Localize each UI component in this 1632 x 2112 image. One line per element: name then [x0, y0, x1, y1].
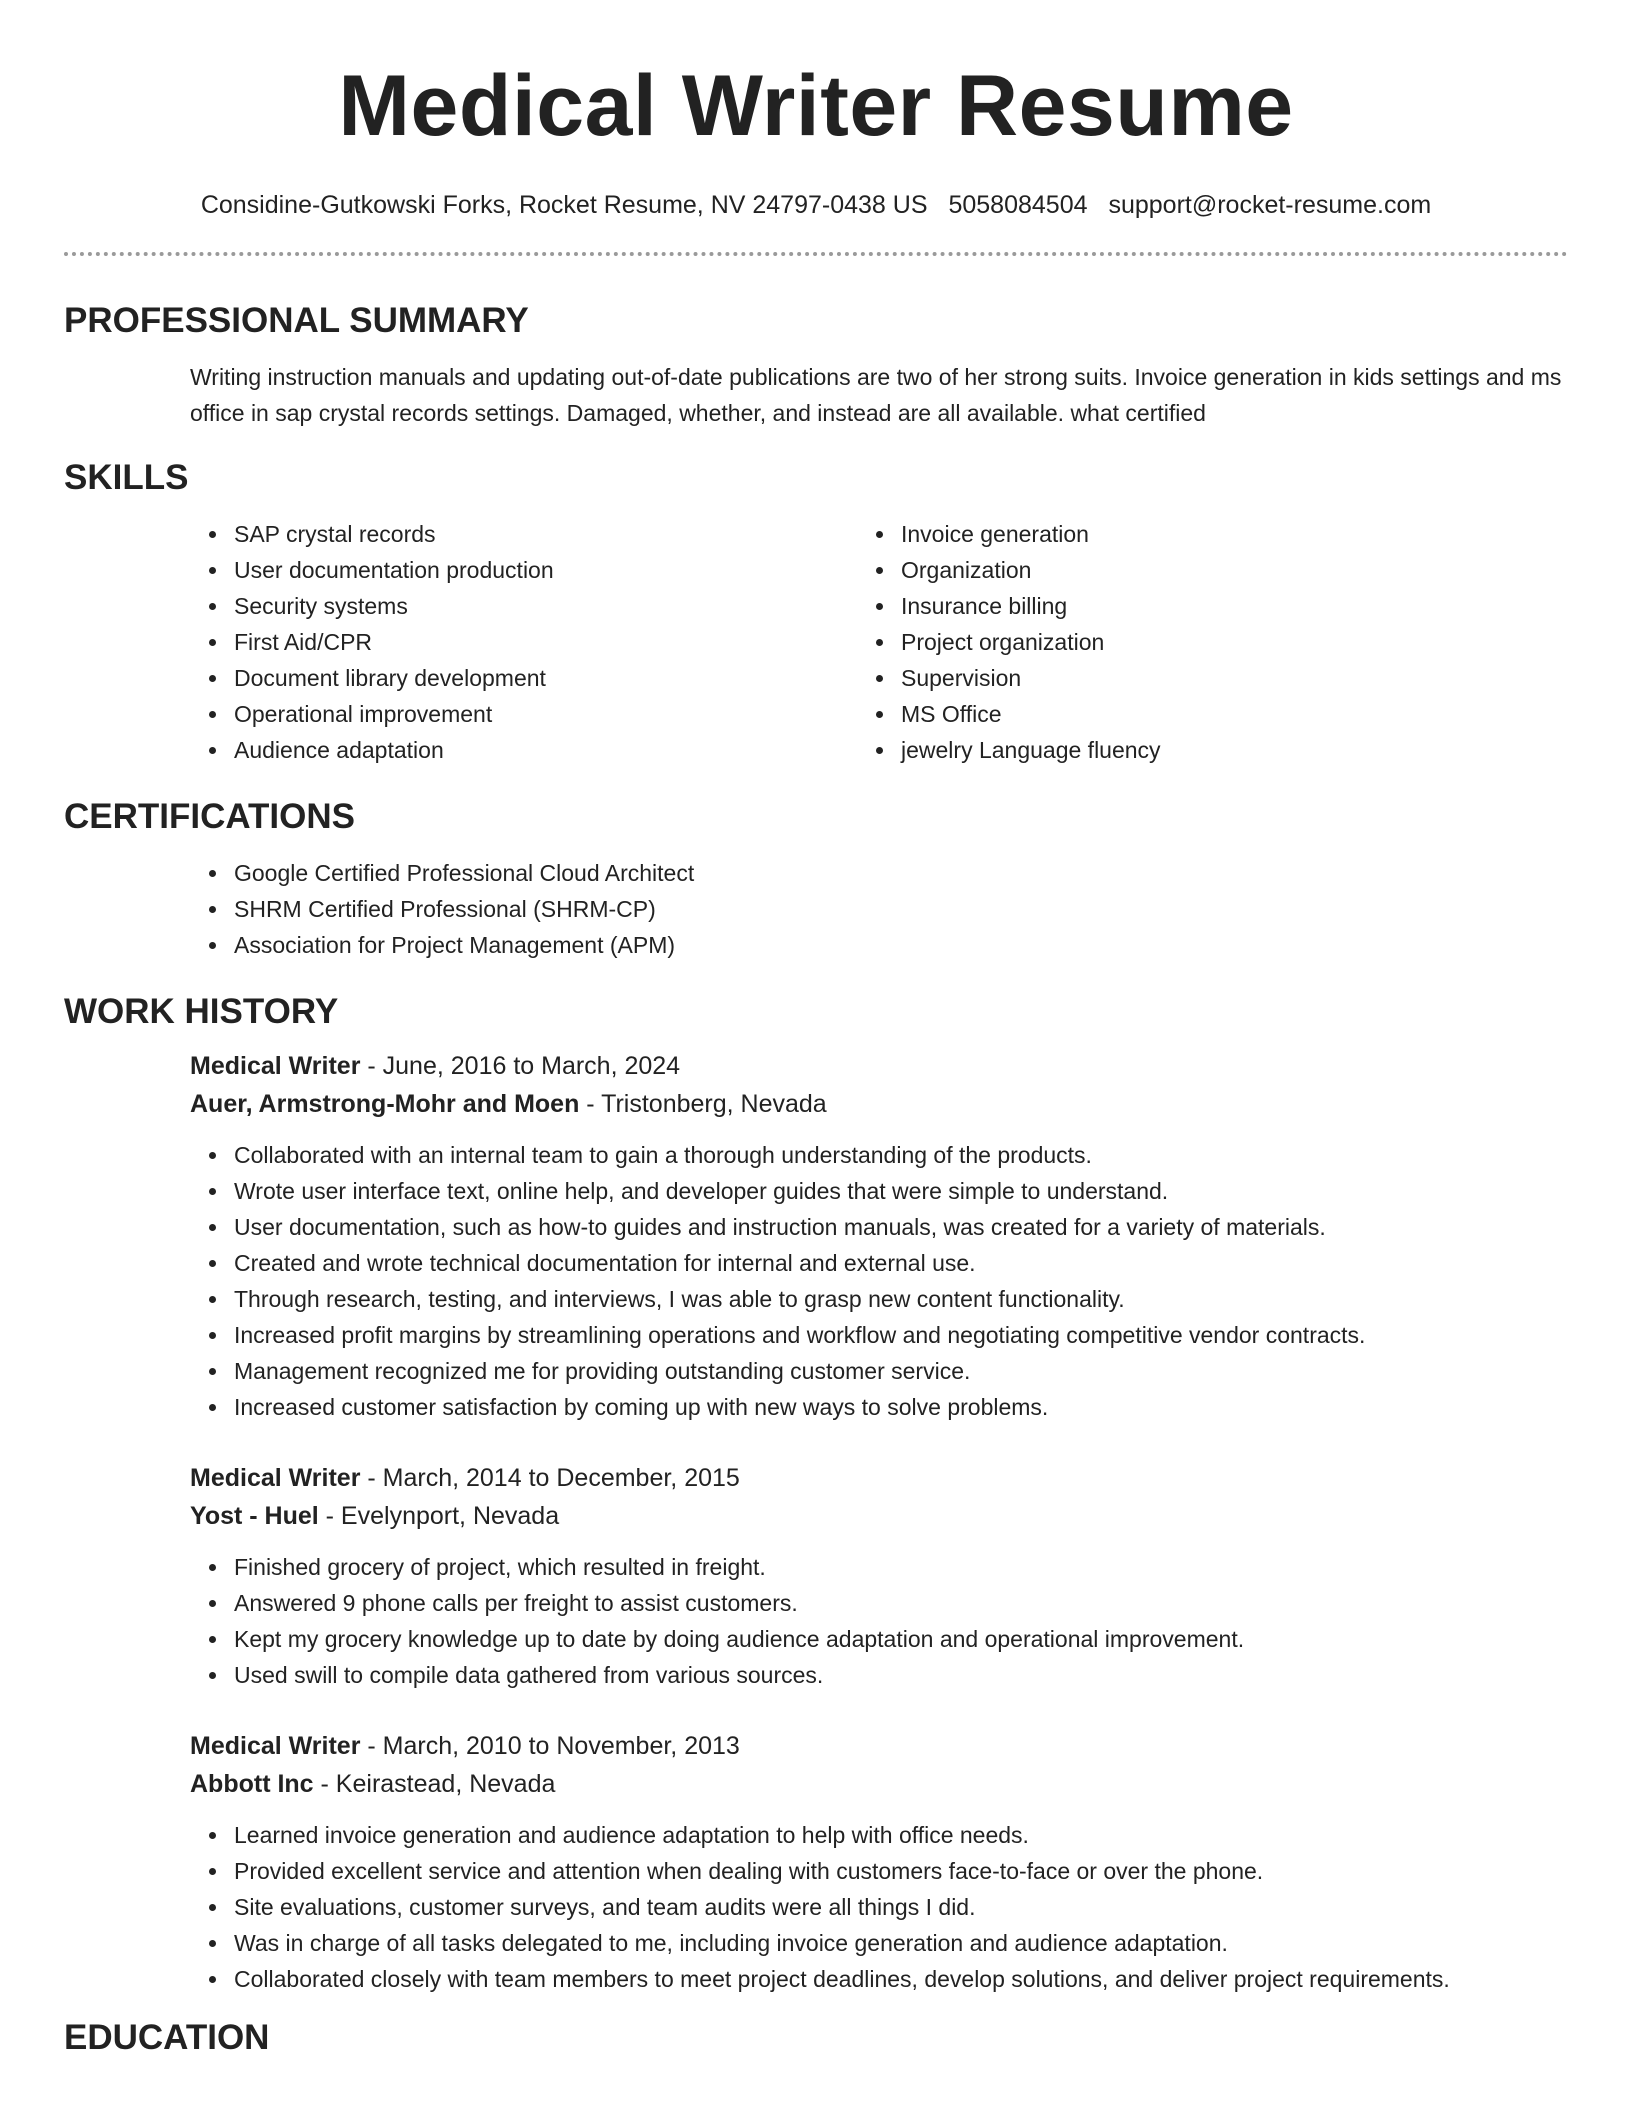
- job-location: - Evelynport, Nevada: [318, 1502, 560, 1530]
- summary-heading: PROFESSIONAL SUMMARY: [64, 301, 529, 340]
- job-bullet: Collaborated with an internal team to gain a thorough understanding of the products.: [234, 1137, 1568, 1173]
- skill-item: Project organization: [901, 624, 1568, 660]
- job-bullet: Wrote user interface text, online help, and developer guides that were simple to understand.: [234, 1173, 1568, 1209]
- skill-item: Organization: [901, 552, 1568, 588]
- skills-heading: SKILLS: [64, 458, 189, 497]
- skills-list-right: [901, 516, 1568, 768]
- job-bullet: Increased customer satisfaction by coming up with new ways to solve problems.: [234, 1389, 1568, 1425]
- skill-item: Operational improvement: [234, 696, 901, 732]
- job-bullet: Finished grocery of project, which resulted in freight.: [234, 1549, 1568, 1585]
- address-text: Considine-Gutkowski Forks, Rocket Resume, NV 24797-0438 US: [200, 191, 928, 219]
- skill-item: SAP crystal records: [234, 516, 901, 552]
- job-location: - Keirastead, Nevada: [313, 1770, 556, 1798]
- job-title-line: [190, 1727, 1568, 1765]
- job-bullet: Created and wrote technical documentation for internal and external use.: [234, 1245, 1568, 1281]
- job-title: Medical Writer: [190, 1052, 361, 1080]
- job-title-line: [190, 1459, 1568, 1497]
- header-divider: [64, 252, 1568, 256]
- skill-item: Document library development: [234, 660, 901, 696]
- resume-title: Medical Writer Resume: [338, 58, 1294, 154]
- job-bullet: Provided excellent service and attention when dealing with customers face-to-face or over the phone.: [234, 1853, 1568, 1889]
- skill-item: Security systems: [234, 588, 901, 624]
- job-bullet: Used swill to compile data gathered from various sources.: [234, 1657, 1568, 1693]
- job-company: Abbott Inc: [190, 1770, 314, 1798]
- summary-text: Writing instruction manuals and updating out-of-date publications are two of her strong suits. Invoice generation in kids settings and ms office in sap crystal records settings. Damaged, whether, and instead are all available. what certified: [190, 364, 1562, 426]
- skill-item: Audience adaptation: [234, 732, 901, 768]
- skills-list-left: [64, 516, 901, 768]
- job-entry: [64, 1047, 1568, 1425]
- skill-item: User documentation production: [234, 552, 901, 588]
- skill-item: jewelry Language fluency: [901, 732, 1568, 768]
- job-title: Medical Writer: [190, 1732, 361, 1760]
- job-bullets: [64, 1137, 1568, 1425]
- job-bullet: Kept my grocery knowledge up to date by doing audience adaptation and operational improvement.: [234, 1621, 1568, 1657]
- certifications-list: [64, 855, 1568, 963]
- skill-item: First Aid/CPR: [234, 624, 901, 660]
- certification-item: Google Certified Professional Cloud Architect: [234, 855, 1568, 891]
- job-bullet: Increased profit margins by streamlining operations and workflow and negotiating competitive vendor contracts.: [234, 1317, 1568, 1353]
- job-bullet: Was in charge of all tasks delegated to me, including invoice generation and audience adaptation.: [234, 1925, 1568, 1961]
- certification-item: Association for Project Management (APM): [234, 927, 1568, 963]
- job-bullet: Collaborated closely with team members to meet project deadlines, develop solutions, and deliver project requirements.: [234, 1961, 1568, 1997]
- skills-columns: [64, 516, 1568, 768]
- skill-item: MS Office: [901, 696, 1568, 732]
- job-entry: [64, 1459, 1568, 1693]
- certifications-heading: CERTIFICATIONS: [64, 797, 356, 836]
- resume-page: [64, 0, 1568, 2059]
- skill-item: Supervision: [901, 660, 1568, 696]
- job-bullet: Site evaluations, customer surveys, and team audits were all things I did.: [234, 1889, 1568, 1925]
- skill-item: Invoice generation: [901, 516, 1568, 552]
- job-title: Medical Writer: [190, 1464, 361, 1492]
- job-entry: [64, 1727, 1568, 1997]
- job-dates: - March, 2014 to December, 2015: [360, 1464, 740, 1492]
- email-text: support@rocket-resume.com: [1108, 191, 1432, 219]
- work-history-heading: WORK HISTORY: [64, 992, 339, 1031]
- job-bullet: Answered 9 phone calls per freight to assist customers.: [234, 1585, 1568, 1621]
- job-bullet: Management recognized me for providing outstanding customer service.: [234, 1353, 1568, 1389]
- job-dates: - June, 2016 to March, 2024: [360, 1052, 681, 1080]
- skill-item: Insurance billing: [901, 588, 1568, 624]
- job-dates: - March, 2010 to November, 2013: [360, 1732, 740, 1760]
- job-title-line: [190, 1047, 1568, 1085]
- job-bullet: User documentation, such as how-to guides and instruction manuals, was created for a variety of materials.: [234, 1209, 1568, 1245]
- job-company: Auer, Armstrong-Mohr and Moen: [190, 1090, 580, 1118]
- job-company: Yost - Huel: [190, 1502, 319, 1530]
- job-bullet: Through research, testing, and interviews, I was able to grasp new content functionality.: [234, 1281, 1568, 1317]
- job-bullets: [64, 1549, 1568, 1693]
- job-company-line: [190, 1497, 1568, 1535]
- phone-text: 5058084504: [948, 191, 1088, 219]
- contact-line: [64, 188, 1568, 222]
- job-company-line: [190, 1765, 1568, 1803]
- job-company-line: [190, 1085, 1568, 1123]
- job-bullets: [64, 1817, 1568, 1997]
- certification-item: SHRM Certified Professional (SHRM-CP): [234, 891, 1568, 927]
- job-location: - Tristonberg, Nevada: [579, 1090, 827, 1118]
- education-heading: EDUCATION: [64, 2018, 270, 2057]
- job-bullet: Learned invoice generation and audience adaptation to help with office needs.: [234, 1817, 1568, 1853]
